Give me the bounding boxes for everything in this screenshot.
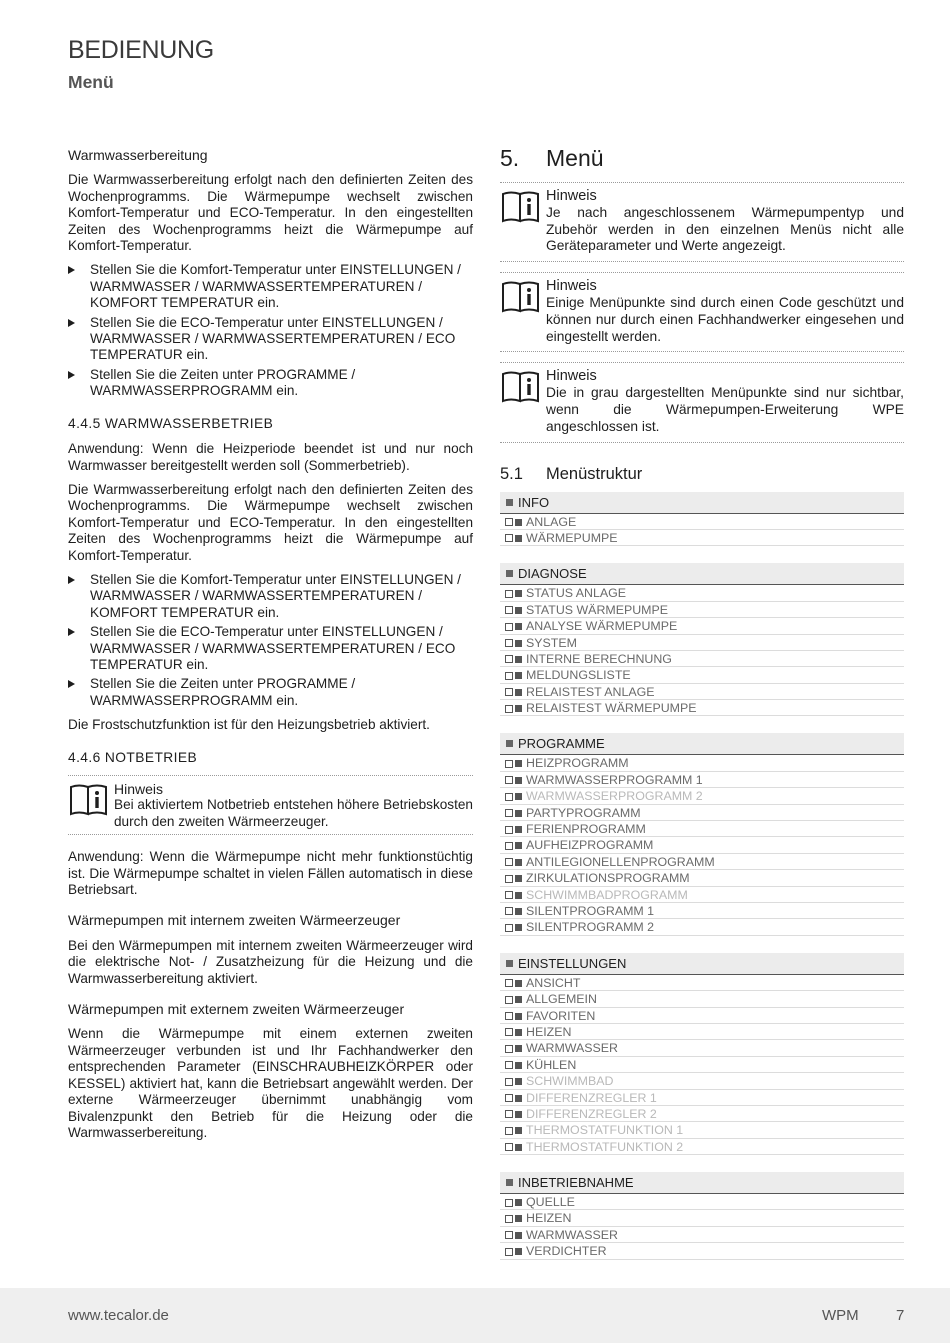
menu-item (500, 530, 904, 546)
square-bullet-icon (515, 656, 522, 663)
menu-item (500, 514, 904, 530)
menu-item-label: WÄRMEPUMPE (526, 530, 618, 545)
menu-item-label: ANTILEGIONELLENPROGRAMM (526, 854, 715, 869)
menu-item (500, 805, 904, 821)
checkbox-icon (505, 672, 513, 680)
menu-item-label: HEIZEN (526, 1024, 572, 1039)
menu-item (500, 667, 904, 683)
menu-item (500, 1139, 904, 1155)
checkbox-icon (505, 1012, 513, 1020)
menu-item-label: FERIENPROGRAMM (526, 822, 646, 837)
square-bullet-icon (515, 1095, 522, 1102)
menu-item (500, 602, 904, 618)
menu-item-label: MELDUNGSLISTE (526, 668, 631, 683)
menu-item-label: SCHWIMMBADPROGRAMM (526, 887, 688, 902)
checkbox-icon (505, 1061, 513, 1069)
checkbox-icon (505, 809, 513, 817)
paragraph: Anwendung: Wenn die Heizperiode beendet ist und nur noch Warmwasser bereitgestellt werden soll (Sommerbetrieb). (68, 441, 473, 473)
menu-item (500, 1227, 904, 1243)
note-box (500, 182, 904, 262)
menu-group-header (500, 953, 904, 975)
menu-item-label: DIFFERENZREGLER 2 (526, 1106, 657, 1121)
menu-item (500, 1024, 904, 1040)
menu-item (500, 991, 904, 1007)
menu-item (500, 919, 904, 935)
bullet-item (68, 367, 473, 400)
menu-item-label: PARTYPROGRAMM (526, 805, 641, 820)
menu-item-label: FAVORITEN (526, 1008, 596, 1023)
menu-item-label: RELAISTEST WÄRMEPUMPE (526, 701, 697, 716)
checkbox-icon (505, 1110, 513, 1118)
menu-item (500, 1122, 904, 1138)
menu-item-label: QUELLE (526, 1195, 575, 1210)
menu-item-label: HEIZPROGRAMM (526, 756, 629, 771)
checkbox-icon (505, 1045, 513, 1053)
triangle-right-icon (68, 576, 75, 584)
menu-item (500, 975, 904, 991)
menu-item (500, 1106, 904, 1122)
note-text: Die in grau dargestellten Menüpunkte sind nur sichtbar, wenn die Wärmepumpen-Erweiterung WPE angeschlossen ist. (546, 385, 904, 434)
menu-item-label: WARMWASSERPROGRAMM 2 (526, 789, 703, 804)
square-bullet-icon (515, 793, 522, 800)
checkbox-icon (505, 1094, 513, 1102)
menu-item (500, 903, 904, 919)
menu-item-label: ANLAGE (526, 514, 577, 529)
square-bullet-icon (515, 875, 522, 882)
checkbox-icon (505, 1078, 513, 1086)
menu-item-label: STATUS ANLAGE (526, 586, 627, 601)
note-heading: Hinweis (114, 781, 164, 797)
menu-structure (500, 492, 904, 1260)
info-book-icon (500, 278, 546, 345)
paragraph: Bei den Wärmepumpen mit internem zweiten Wärmeerzeuger wird die elektrische Not- / Zusatzheizung für die Heizung und die Warmwasserbereitung aktiviert. (68, 937, 473, 986)
menu-item (500, 1040, 904, 1056)
menu-item-label: SCHWIMMBAD (526, 1074, 614, 1089)
menu-item-label: ALLGEMEIN (526, 992, 597, 1007)
footer-url: www.tecalor.de (68, 1307, 169, 1324)
checkbox-icon (505, 639, 513, 647)
checkbox-icon (505, 858, 513, 866)
heading-intern: Wärmepumpen mit internem zweiten Wärmeerzeuger (68, 912, 401, 929)
checkbox-icon (505, 760, 513, 768)
note-text: Bei aktiviertem Notbetrieb entstehen höhere Betriebskosten durch den zweiten Wärmeerzeuger. (114, 797, 473, 829)
note-box (500, 272, 904, 352)
menu-item-label: WARMWASSERPROGRAMM 1 (526, 772, 703, 787)
menu-item-label: VERDICHTER (526, 1244, 607, 1259)
page-number: 7 (896, 1307, 905, 1324)
menu-item (500, 1057, 904, 1073)
menu-group (500, 1172, 904, 1260)
square-bullet-icon (515, 996, 522, 1003)
checkbox-icon (505, 688, 513, 696)
square-bullet-icon (515, 640, 522, 647)
checkbox-icon (505, 907, 513, 915)
menu-item-label: WARMWASSER (526, 1041, 619, 1056)
checkbox-icon (505, 793, 513, 801)
square-bullet-icon (506, 740, 513, 747)
menu-item-label: SYSTEM (526, 635, 577, 650)
subsection-number: 5.1 (500, 464, 523, 483)
menu-item-label: THERMOSTATFUNKTION 2 (526, 1139, 684, 1154)
menu-item-label: ANALYSE WÄRMEPUMPE (526, 619, 678, 634)
square-bullet-icon (515, 1144, 522, 1151)
subsection-title (500, 465, 904, 484)
heading-extern: Wärmepumpen mit externem zweiten Wärmeerzeuger (68, 1001, 405, 1018)
menu-item (500, 1243, 904, 1259)
checkbox-icon (505, 1127, 513, 1135)
square-bullet-icon (506, 1179, 513, 1186)
bullet-list-2 (68, 572, 473, 709)
menu-item-label: ANSICHT (526, 975, 581, 990)
checkbox-icon (505, 776, 513, 784)
info-book-icon (68, 781, 114, 830)
subsection-name: Menüstruktur (546, 464, 643, 483)
menu-item (500, 1090, 904, 1106)
square-bullet-icon (515, 1062, 522, 1069)
note-heading: Hinweis (546, 188, 597, 204)
menu-item (500, 618, 904, 634)
square-bullet-icon (515, 760, 522, 767)
heading-warmwasserbereitung: Warmwasserbereitung (68, 147, 208, 163)
note-box (68, 775, 473, 835)
square-bullet-icon (515, 826, 522, 833)
checkbox-icon (505, 924, 513, 932)
square-bullet-icon (515, 980, 522, 987)
triangle-right-icon (68, 371, 75, 379)
bullet-item (68, 315, 473, 364)
square-bullet-icon (515, 1029, 522, 1036)
menu-group-header (500, 563, 904, 585)
square-bullet-icon (515, 535, 522, 542)
note-text: Je nach angeschlossenem Wärmepumpentyp und Zubehör werden in den einzelnen Menüs nicht alle Geräteparameter und Werte angezeigt. (546, 204, 904, 254)
checkbox-icon (505, 534, 513, 542)
left-column (68, 145, 473, 1149)
square-bullet-icon (506, 570, 513, 577)
note-heading: Hinweis (546, 278, 597, 295)
checkbox-icon (505, 606, 513, 614)
checkbox-icon (505, 996, 513, 1004)
menu-item (500, 585, 904, 601)
bullet-item (68, 262, 473, 311)
paragraph: Die Warmwasserbereitung erfolgt nach den definierten Zeiten des Wochenprogramms. Die Wärmepumpe wechselt zwischen Komfort-Temperatur und ECO-Temperatur. In den eingestellten Zeiten des Wochenprogramms heizt die Wärmepumpe auf Komfort-Temperatur. (68, 172, 473, 254)
checkbox-icon (505, 655, 513, 663)
checkbox-icon (505, 842, 513, 850)
menu-group-title: DIAGNOSE (518, 566, 587, 582)
paragraph: Die Frostschutzfunktion ist für den Heizungsbetrieb aktiviert. (68, 717, 430, 733)
square-bullet-icon (515, 859, 522, 866)
checkbox-icon (505, 590, 513, 598)
square-bullet-icon (515, 1078, 522, 1085)
square-bullet-icon (506, 960, 513, 967)
square-bullet-icon (515, 1248, 522, 1255)
square-bullet-icon (515, 672, 522, 679)
menu-group-title: INFO (518, 494, 550, 510)
menu-group-header (500, 492, 904, 514)
bullet-item (68, 572, 473, 621)
square-bullet-icon (515, 810, 522, 817)
bullet-text: Stellen Sie die Komfort-Temperatur unter EINSTELLUNGEN / WARMWASSER / WARMWASSERTEMPERATUREN / KOMFORT TEMPERATUR ein. (90, 571, 461, 620)
checkbox-icon (505, 1215, 513, 1223)
menu-item (500, 1210, 904, 1226)
bullet-text: Stellen Sie die Komfort-Temperatur unter EINSTELLUNGEN / WARMWASSER / WARMWASSERTEMPERATUREN / KOMFORT TEMPERATUR ein. (90, 262, 461, 311)
triangle-right-icon (68, 319, 75, 327)
chapter-number: 5. (500, 145, 520, 171)
note-box (500, 362, 904, 442)
square-bullet-icon (515, 1199, 522, 1206)
menu-group (500, 733, 904, 935)
triangle-right-icon (68, 628, 75, 636)
menu-group-header (500, 733, 904, 755)
menu-item (500, 772, 904, 788)
square-bullet-icon (515, 689, 522, 696)
info-book-icon (500, 368, 546, 435)
menu-group-title: EINSTELLUNGEN (518, 955, 627, 971)
checkbox-icon (505, 826, 513, 834)
menu-item (500, 821, 904, 837)
note-heading: Hinweis (546, 368, 597, 385)
paragraph: Anwendung: Wenn die Wärmepumpe nicht mehr funktionstüchtig ist. Die Wärmepumpe schaltet in vielen Fällen automatisch in diese Betriebsart. (68, 849, 473, 898)
menu-item-label: SILENTPROGRAMM 2 (526, 920, 655, 935)
square-bullet-icon (515, 777, 522, 784)
checkbox-icon (505, 1199, 513, 1207)
square-bullet-icon (515, 1013, 522, 1020)
bullet-item (68, 624, 473, 673)
square-bullet-icon (515, 607, 522, 614)
menu-item (500, 870, 904, 886)
menu-group (500, 953, 904, 1155)
page-title: BEDIENUNG (68, 36, 214, 64)
menu-item-label: WARMWASSER (526, 1227, 619, 1242)
chapter-name: Menü (546, 145, 604, 171)
section-heading-446: 4.4.6 NOTBETRIEB (68, 749, 198, 765)
menu-item-label: ZIRKULATIONSPROGRAMM (526, 871, 690, 886)
menu-item (500, 1073, 904, 1089)
checkbox-icon (505, 518, 513, 526)
square-bullet-icon (515, 1045, 522, 1052)
menu-item (500, 788, 904, 804)
bullet-text: Stellen Sie die Zeiten unter PROGRAMME / WARMWASSERPROGRAMM ein. (90, 676, 356, 708)
bullet-list-1 (68, 262, 473, 399)
menu-item (500, 1008, 904, 1024)
square-bullet-icon (515, 623, 522, 630)
checkbox-icon (505, 875, 513, 883)
menu-item (500, 651, 904, 667)
menu-item (500, 837, 904, 853)
menu-item-label: DIFFERENZREGLER 1 (526, 1090, 657, 1105)
menu-group (500, 492, 904, 547)
checkbox-icon (505, 1231, 513, 1239)
chapter-title (500, 145, 904, 172)
square-bullet-icon (515, 842, 522, 849)
menu-item-label: RELAISTEST ANLAGE (526, 684, 655, 699)
square-bullet-icon (515, 1127, 522, 1134)
paragraph: Die Warmwasserbereitung erfolgt nach den definierten Zeiten des Wochenprogramms. Die Wärmepumpe wechselt zwischen Komfort-Temperatur und ECO-Temperatur. In den eingestellten Zeiten des Wochenprogramms heizt die Wärmepumpe auf Komfort-Temperatur. (68, 481, 473, 563)
footer-product: WPM (822, 1307, 859, 1324)
square-bullet-icon (515, 519, 522, 526)
square-bullet-icon (515, 892, 522, 899)
checkbox-icon (505, 979, 513, 987)
menu-item-label: THERMOSTATFUNKTION 1 (526, 1123, 684, 1138)
square-bullet-icon (515, 1232, 522, 1239)
menu-group-title: INBETRIEBNAHME (518, 1175, 634, 1191)
paragraph: Wenn die Wärmepumpe mit einem externen zweiten Wärmeerzeuger verbunden ist und Ihr Fachhandwerker den entsprechenden Parameter (EINSCHRAUBHEIZKÖRPER oder KESSEL) aktiviert hat, kann die Betriebsart angewählt werden. Der externe Wärmeerzeuger übernimmt unabhängig vom Bivalenzpunkt den Betrieb für die Heizung oder die Warmwasserbereitung. (68, 1026, 473, 1140)
square-bullet-icon (506, 499, 513, 506)
menu-item-label: HEIZEN (526, 1211, 572, 1226)
menu-item-label: STATUS WÄRMEPUMPE (526, 602, 669, 617)
menu-item (500, 755, 904, 771)
checkbox-icon (505, 623, 513, 631)
checkbox-icon (505, 1028, 513, 1036)
menu-item-label: INTERNE BERECHNUNG (526, 651, 672, 666)
menu-item-label: KÜHLEN (526, 1057, 577, 1072)
bullet-text: Stellen Sie die ECO-Temperatur unter EINSTELLUNGEN / WARMWASSER / WARMWASSERTEMPERATUREN / ECO TEMPERATUR ein. (90, 314, 456, 363)
square-bullet-icon (515, 1111, 522, 1118)
checkbox-icon (505, 1143, 513, 1151)
square-bullet-icon (515, 590, 522, 597)
section-heading-445: 4.4.5 WARMWASSERBETRIEB (68, 415, 274, 431)
square-bullet-icon (515, 1215, 522, 1222)
info-book-icon (500, 188, 546, 255)
menu-group-header (500, 1172, 904, 1194)
menu-item (500, 854, 904, 870)
page-footer (0, 1288, 950, 1343)
checkbox-icon (505, 891, 513, 899)
square-bullet-icon (515, 924, 522, 931)
bullet-text: Stellen Sie die ECO-Temperatur unter EINSTELLUNGEN / WARMWASSER / WARMWASSERTEMPERATUREN / ECO TEMPERATUR ein. (90, 624, 456, 672)
square-bullet-icon (515, 908, 522, 915)
bullet-item (68, 676, 473, 709)
checkbox-icon (505, 705, 513, 713)
checkbox-icon (505, 1248, 513, 1256)
menu-group (500, 563, 904, 716)
triangle-right-icon (68, 266, 75, 274)
square-bullet-icon (515, 705, 522, 712)
notes-list (500, 182, 904, 443)
menu-group-title: PROGRAMME (518, 736, 605, 752)
bullet-text: Stellen Sie die Zeiten unter PROGRAMME / WARMWASSERPROGRAMM ein. (90, 366, 356, 399)
menu-item (500, 635, 904, 651)
menu-item-label: AUFHEIZPROGRAMM (526, 838, 654, 853)
menu-item (500, 700, 904, 716)
page-subtitle: Menü (68, 72, 114, 92)
menu-item-label: SILENTPROGRAMM 1 (526, 903, 655, 918)
triangle-right-icon (68, 680, 75, 688)
menu-item (500, 684, 904, 700)
menu-item (500, 1194, 904, 1210)
right-column (500, 145, 904, 1277)
note-text: Einige Menüpunkte sind durch einen Code geschützt und können nur durch einen Fachhandwerker eingesehen und eingestellt werden. (546, 294, 904, 344)
menu-item (500, 887, 904, 903)
